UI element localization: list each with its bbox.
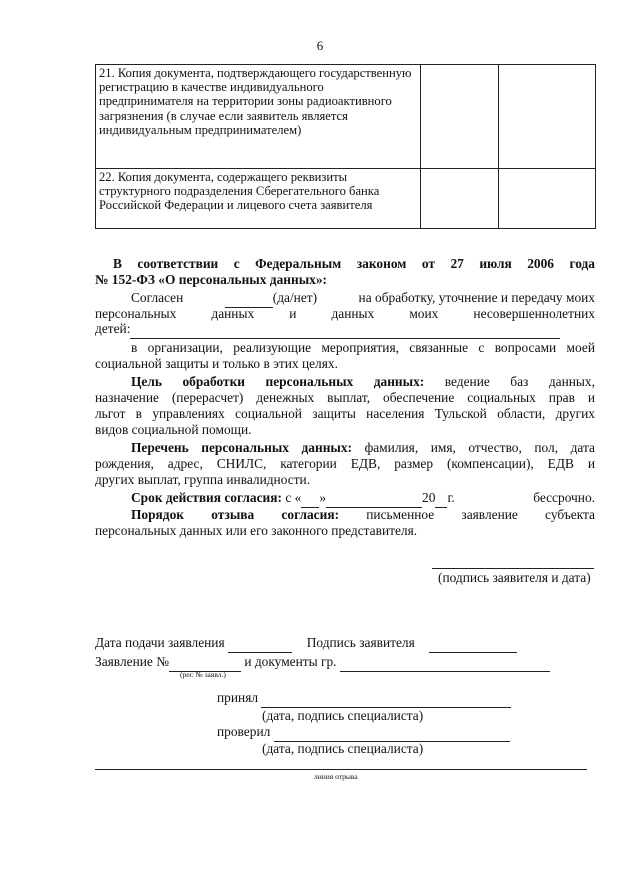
docs-citizen-input[interactable] <box>340 654 550 672</box>
applicant-sign-label: Подпись заявителя <box>306 635 415 650</box>
purpose-label: Цель обработки персональных данных: <box>131 374 425 389</box>
statement-number-input[interactable] <box>169 654 241 672</box>
cut-line <box>95 769 587 770</box>
table-cell-empty <box>499 65 596 169</box>
submission-date-row <box>95 635 517 653</box>
purpose-line1 <box>131 374 595 391</box>
consent-agree-line <box>131 290 595 308</box>
term-from: с « <box>285 490 302 505</box>
table-row <box>96 65 596 169</box>
applicant-signature-caption: (подпись заявителя и дата) <box>438 570 591 585</box>
children-input-line[interactable] <box>130 321 560 339</box>
agree-prefix: Согласен <box>131 290 184 305</box>
purpose-line4: видов социальной помощи. <box>95 422 252 437</box>
consent-agree-line2: персональных данных и данных моих несовершеннолетних <box>95 306 595 321</box>
purpose-rest: ведение баз данных, <box>444 374 595 389</box>
list-line3: других выплат, группа инвалидности. <box>95 472 311 487</box>
org-line2: социальной защиты и только в этих целях. <box>95 356 338 371</box>
accepted-row <box>217 690 511 708</box>
consent-heading-line2: № 152-ФЗ «О персональных данных»: <box>95 272 328 287</box>
applicant-signature-line[interactable] <box>432 568 594 569</box>
table-cell-empty <box>421 65 499 169</box>
statement-row <box>95 654 550 672</box>
agree-blank-label: (да/нет) <box>272 290 318 305</box>
table-row <box>96 169 596 229</box>
cut-line-label: линия отрыва <box>314 772 358 781</box>
date-label: Дата подачи заявления <box>95 635 225 650</box>
term-year-input[interactable] <box>435 490 447 508</box>
term-indef: бессрочно. <box>533 490 595 505</box>
term-quote: » <box>319 490 327 505</box>
consent-heading-line1: В соответствии с Федеральным законом от 27 июля 2006 года <box>113 256 595 271</box>
applicant-sign-input-line[interactable] <box>429 635 517 653</box>
term-label: Срок действия согласия: <box>131 490 282 505</box>
org-line1: в организации, реализующие мероприятия, связанные с вопросами моей <box>131 340 595 355</box>
revoke-line1 <box>131 507 595 524</box>
page-number: 6 <box>316 38 324 53</box>
checked-caption: (дата, подпись специалиста) <box>262 741 424 756</box>
accepted-caption: (дата, подпись специалиста) <box>262 708 424 723</box>
term-day-input[interactable] <box>301 490 319 508</box>
documents-table <box>95 64 596 229</box>
table-cell-empty <box>421 169 499 229</box>
agree-blank <box>225 290 317 308</box>
list-line1 <box>131 440 595 457</box>
term-line <box>131 490 595 508</box>
children-label: детей: <box>95 321 131 336</box>
accepted-label: принял <box>217 690 259 705</box>
agree-input-line[interactable] <box>225 290 273 308</box>
term-year-suffix: г. <box>447 490 455 505</box>
revoke-line2: персональных данных или его законного представителя. <box>95 523 418 538</box>
term-left <box>131 490 455 508</box>
agree-rest: на обработку, уточнение и передачу моих <box>358 290 595 305</box>
purpose-line2: назначение (перерасчет) денежных выплат, обеспечение социальных прав и <box>95 390 595 405</box>
statement-label: Заявление № <box>95 654 169 669</box>
checked-input-line[interactable] <box>274 724 510 742</box>
list-line2: рождения, адрес, СНИЛС, категории ЕДВ, размер (компенсации), ЕДВ и <box>95 456 595 471</box>
revoke-label: Порядок отзыва согласия: <box>131 507 340 522</box>
purpose-line3: льгот в управлениях социальной защиты населения Тульской области, других <box>95 406 595 421</box>
table-cell-document: 21. Копия документа, подтверждающего государственную регистрацию в качестве индивидуального предпринимателя на территории зоны радиоактивного загрязнения (в случае если заявитель является индивидуальным предпринимателем) <box>96 65 421 169</box>
table-cell-document: 22. Копия документа, содержащего реквизиты структурного подразделения Сберегательного банка Российской Федерации и лицевого счета заявителя <box>96 169 421 229</box>
checked-label: проверил <box>217 724 271 739</box>
children-line <box>95 321 565 339</box>
table-cell-empty <box>499 169 596 229</box>
list-rest: фамилия, имя, отчество, пол, дата <box>364 440 595 455</box>
docs-label: и документы гр. <box>244 654 337 669</box>
term-month-input[interactable] <box>326 490 422 508</box>
date-input-line[interactable] <box>228 635 292 653</box>
term-year: 20 <box>422 490 436 505</box>
reg-note: (рег. № заявл.) <box>180 670 226 679</box>
list-label: Перечень персональных данных: <box>131 440 353 455</box>
checked-row <box>217 724 510 742</box>
revoke-rest: письменное заявление субъекта <box>366 507 595 522</box>
accepted-input-line[interactable] <box>261 690 511 708</box>
